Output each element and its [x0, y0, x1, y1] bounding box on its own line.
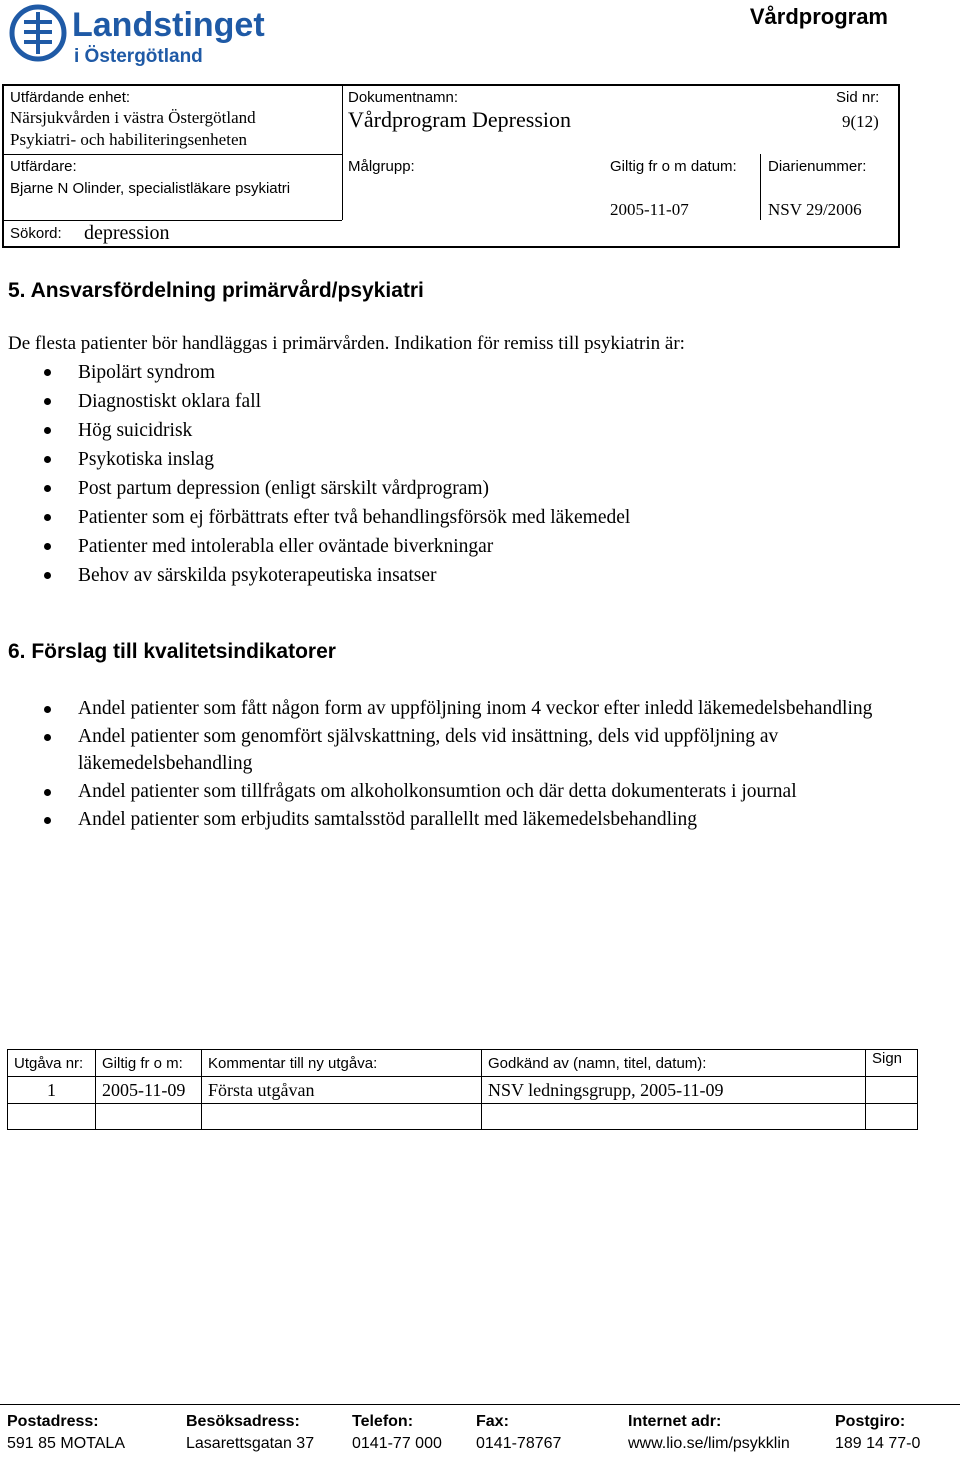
document-type: Vårdprogram: [749, 4, 888, 29]
table-cell: 2005-11-09: [96, 1077, 202, 1104]
utfardande-enhet-line1: Närsjukvården i västra Östergötland: [10, 108, 256, 127]
internet-link[interactable]: www.lio.se/lim/psykklin: [628, 1435, 790, 1452]
giltig-label: Giltig fr o m datum:: [610, 158, 737, 175]
utfardande-enhet-line2: Psykiatri- och habiliteringsenheten: [10, 130, 247, 149]
section-5-heading: 5. Ansvarsfördelning primärvård/psykiatri: [8, 279, 424, 302]
telefon-value: 0141-77 000: [352, 1435, 442, 1452]
sid-value: 9(12): [842, 112, 879, 131]
list-item: Hög suicidrisk: [0, 416, 630, 445]
revision-table: [7, 1049, 918, 1130]
dokumentnamn-label: Dokumentnamn:: [348, 89, 459, 106]
fax-value: 0141-78767: [476, 1435, 562, 1452]
list-item: Andel patienter som fått någon form av uppföljning inom 4 veckor efter inledd läkemedelsbehandling: [0, 695, 938, 723]
internet-label: Internet adr:: [628, 1413, 722, 1430]
besoksadress-label: Besöksadress:: [186, 1413, 300, 1430]
diarienummer-value: NSV 29/2006: [768, 200, 862, 219]
utfardande-enhet-label: Utfärdande enhet:: [10, 89, 131, 106]
utfardare-value: Bjarne N Olinder, specialistläkare psykiatri: [10, 180, 291, 197]
list-item: Andel patienter som tillfrågats om alkoholkonsumtion och där detta dokumenterats i journal: [0, 778, 938, 806]
telefon-label: Telefon:: [352, 1413, 414, 1430]
section-6-list: [0, 695, 938, 834]
fax-label: Fax:: [476, 1413, 509, 1430]
giltig-value: 2005-11-07: [610, 200, 689, 219]
table-row: [8, 1104, 918, 1130]
table-row: [8, 1077, 918, 1104]
list-item: Patienter som ej förbättrats efter två behandlingsförsök med läkemedel: [0, 503, 630, 532]
table-cell: 1: [8, 1077, 96, 1104]
landstinget-logo: [8, 2, 298, 68]
postadress-label: Postadress:: [7, 1413, 99, 1430]
document-header-table: [2, 84, 900, 248]
table-cell: [202, 1104, 482, 1130]
utfardare-label: Utfärdare:: [10, 158, 77, 175]
table-cell: [866, 1104, 918, 1130]
table-header-cell: Kommentar till ny utgåva:: [202, 1050, 482, 1077]
malgrupp-label: Målgrupp:: [348, 158, 415, 175]
table-header-row: [8, 1050, 918, 1077]
section-5-intro: De flesta patienter bör handläggas i primärvården. Indikation för remiss till psykiatrin är:: [8, 333, 685, 354]
table-cell: [96, 1104, 202, 1130]
list-item: Patienter med intolerabla eller oväntade biverkningar: [0, 532, 630, 561]
list-item: Bipolärt syndrom: [0, 358, 630, 387]
list-item: Behov av särskilda psykoterapeutiska insatser: [0, 561, 630, 590]
sokord-label: Sökord:: [10, 225, 62, 242]
table-cell: [8, 1104, 96, 1130]
table-cell: [482, 1104, 866, 1130]
footer-divider: [0, 1404, 960, 1405]
besoksadress-value: Lasarettsgatan 37: [186, 1435, 315, 1452]
table-cell: [866, 1077, 918, 1104]
dokumentnamn-value: Vårdprogram Depression: [348, 107, 571, 132]
table-header-cell: Utgåva nr:: [8, 1050, 96, 1077]
section-5-list: [0, 358, 630, 590]
table-header-cell: Sign: [866, 1050, 918, 1077]
postadress-value: 591 85 MOTALA: [7, 1435, 125, 1452]
list-item: Diagnostiskt oklara fall: [0, 387, 630, 416]
list-item: Psykotiska inslag: [0, 445, 630, 474]
list-item: Post partum depression (enligt särskilt vårdprogram): [0, 474, 630, 503]
list-item: Andel patienter som genomfört självskattning, dels vid insättning, dels vid uppföljning av läkemedelsbehandling: [0, 723, 938, 778]
logo-mark-icon: [8, 2, 298, 68]
table-cell: Första utgåvan: [202, 1077, 482, 1104]
diarienummer-label: Diarienummer:: [768, 158, 867, 175]
sokord-value: depression: [84, 222, 170, 244]
table-cell: NSV ledningsgrupp, 2005-11-09: [482, 1077, 866, 1104]
postgiro-value: 189 14 77-0: [835, 1435, 921, 1452]
list-item: Andel patienter som erbjudits samtalsstöd parallellt med läkemedelsbehandling: [0, 806, 938, 834]
section-6-heading: 6. Förslag till kvalitetsindikatorer: [8, 640, 336, 663]
postgiro-label: Postgiro:: [835, 1413, 906, 1430]
sid-label: Sid nr:: [836, 89, 880, 106]
table-header-cell: Godkänd av (namn, titel, datum):: [482, 1050, 866, 1077]
logo-text-sub: i Östergötland: [74, 46, 203, 67]
table-header-cell: Giltig fr o m:: [96, 1050, 202, 1077]
logo-text-main: Landstinget: [72, 6, 265, 44]
